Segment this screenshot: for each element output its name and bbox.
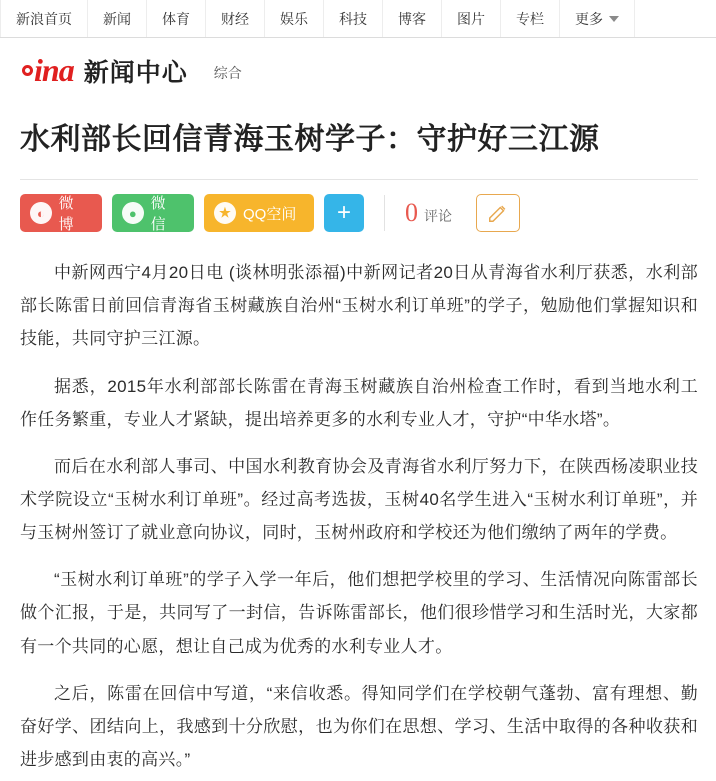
- site-branding: [0, 38, 716, 96]
- nav-item-label: 科技: [339, 10, 367, 27]
- article-body: [0, 248, 716, 776]
- nav-item-blog[interactable]: [383, 0, 442, 37]
- weixin-icon: ●: [122, 202, 144, 224]
- nav-item-label: 新浪首页: [16, 10, 72, 27]
- nav-item-label: 娱乐: [280, 10, 308, 27]
- sina-logo-text: ina: [34, 52, 74, 88]
- nav-item-label: 博客: [398, 10, 426, 27]
- nav-item-tech[interactable]: [324, 0, 383, 37]
- nav-item-entertainment[interactable]: [265, 0, 324, 37]
- nav-item-columns[interactable]: [501, 0, 560, 37]
- news-center-title[interactable]: 新闻中心: [83, 59, 188, 87]
- nav-item-sina-home[interactable]: [0, 0, 88, 37]
- page-title: 水利部长回信青海玉树学子：守护好三江源: [20, 123, 600, 157]
- nav-item-label: 体育: [162, 10, 190, 27]
- share-weixin-button[interactable]: [112, 194, 194, 232]
- share-bar: [0, 180, 716, 248]
- nav-item-label: 图片: [457, 10, 485, 27]
- article-paragraph: 之后，陈雷在回信中写道，“来信收悉。得知同学们在学校朝气蓬勃、富有理想、勤奋好学、团结向上，我感到十分欣慰，也为你们在思想、学习、生活中取得的各种收获和进步感到由衷的高兴。”: [20, 683, 698, 770]
- comment-label: 评论: [424, 208, 452, 225]
- nav-item-sports[interactable]: [147, 0, 206, 37]
- nav-item-label: 新闻: [103, 10, 131, 27]
- article-paragraph: 而后在水利部人事司、中国水利教育协会及青海省水利厅努力下，在陕西杨凌职业技术学院设立“玉树水利订单班”。经过高考选拔，玉树40名学生进入“玉树水利订单班”，并与玉树州签订了就业意向协议，同时，玉树州政府和学校还为他们缴纳了两年的学费。: [20, 456, 698, 543]
- nav-item-more[interactable]: [560, 0, 635, 37]
- star-icon: ★: [214, 202, 236, 224]
- share-qzone-label: QQ空间: [243, 205, 297, 223]
- nav-item-label: 专栏: [516, 10, 544, 27]
- share-weixin-label: 微信: [150, 195, 166, 234]
- pencil-icon: [487, 202, 509, 224]
- channel-label[interactable]: 综合: [213, 65, 242, 81]
- nav-item-label: 财经: [221, 10, 249, 27]
- sina-logo[interactable]: [22, 54, 74, 86]
- chevron-down-icon: [609, 16, 619, 22]
- share-divider: [384, 195, 385, 231]
- nav-item-news[interactable]: [88, 0, 147, 37]
- plus-icon: +: [336, 199, 351, 227]
- sina-logo-eye-icon: [22, 65, 33, 76]
- nav-item-label: 更多: [575, 10, 603, 27]
- write-comment-button[interactable]: [476, 194, 520, 232]
- comment-count: 0: [405, 198, 418, 228]
- article-paragraph: 据悉，2015年水利部部长陈雷在青海玉树藏族自治州检查工作时，看到当地水利工作任务繁重，专业人才紧缺，提出培养更多的水利专业人才，守护“中华水塔”。: [20, 376, 698, 429]
- comment-counter[interactable]: [405, 198, 452, 228]
- article-paragraph: 中新网西宁4月20日电 (谈林明张添福)中新网记者20日从青海省水利厅获悉，水利部部长陈雷日前回信青海省玉树藏族自治州“玉树水利订单班”的学子，勉励他们掌握知识和技能，共同守护三江源。: [20, 263, 698, 349]
- share-more-button[interactable]: [324, 194, 364, 232]
- share-weibo-button[interactable]: [20, 194, 102, 232]
- nav-item-photos[interactable]: [442, 0, 501, 37]
- top-navigation-bar: [0, 0, 716, 38]
- weibo-icon: ◐: [30, 202, 52, 224]
- article-paragraph: “玉树水利订单班”的学子入学一年后，他们想把学校里的学习、生活情况向陈雷部长做个汇报，于是，共同写了一封信，告诉陈雷部长，他们很珍惜学习和生活时光，大家都有一个共同的心愿，想让自己成为优秀的水利专业人才。: [20, 570, 698, 656]
- share-weibo-label: 微博: [58, 195, 74, 234]
- share-qzone-button[interactable]: [204, 194, 314, 232]
- nav-item-finance[interactable]: [206, 0, 265, 37]
